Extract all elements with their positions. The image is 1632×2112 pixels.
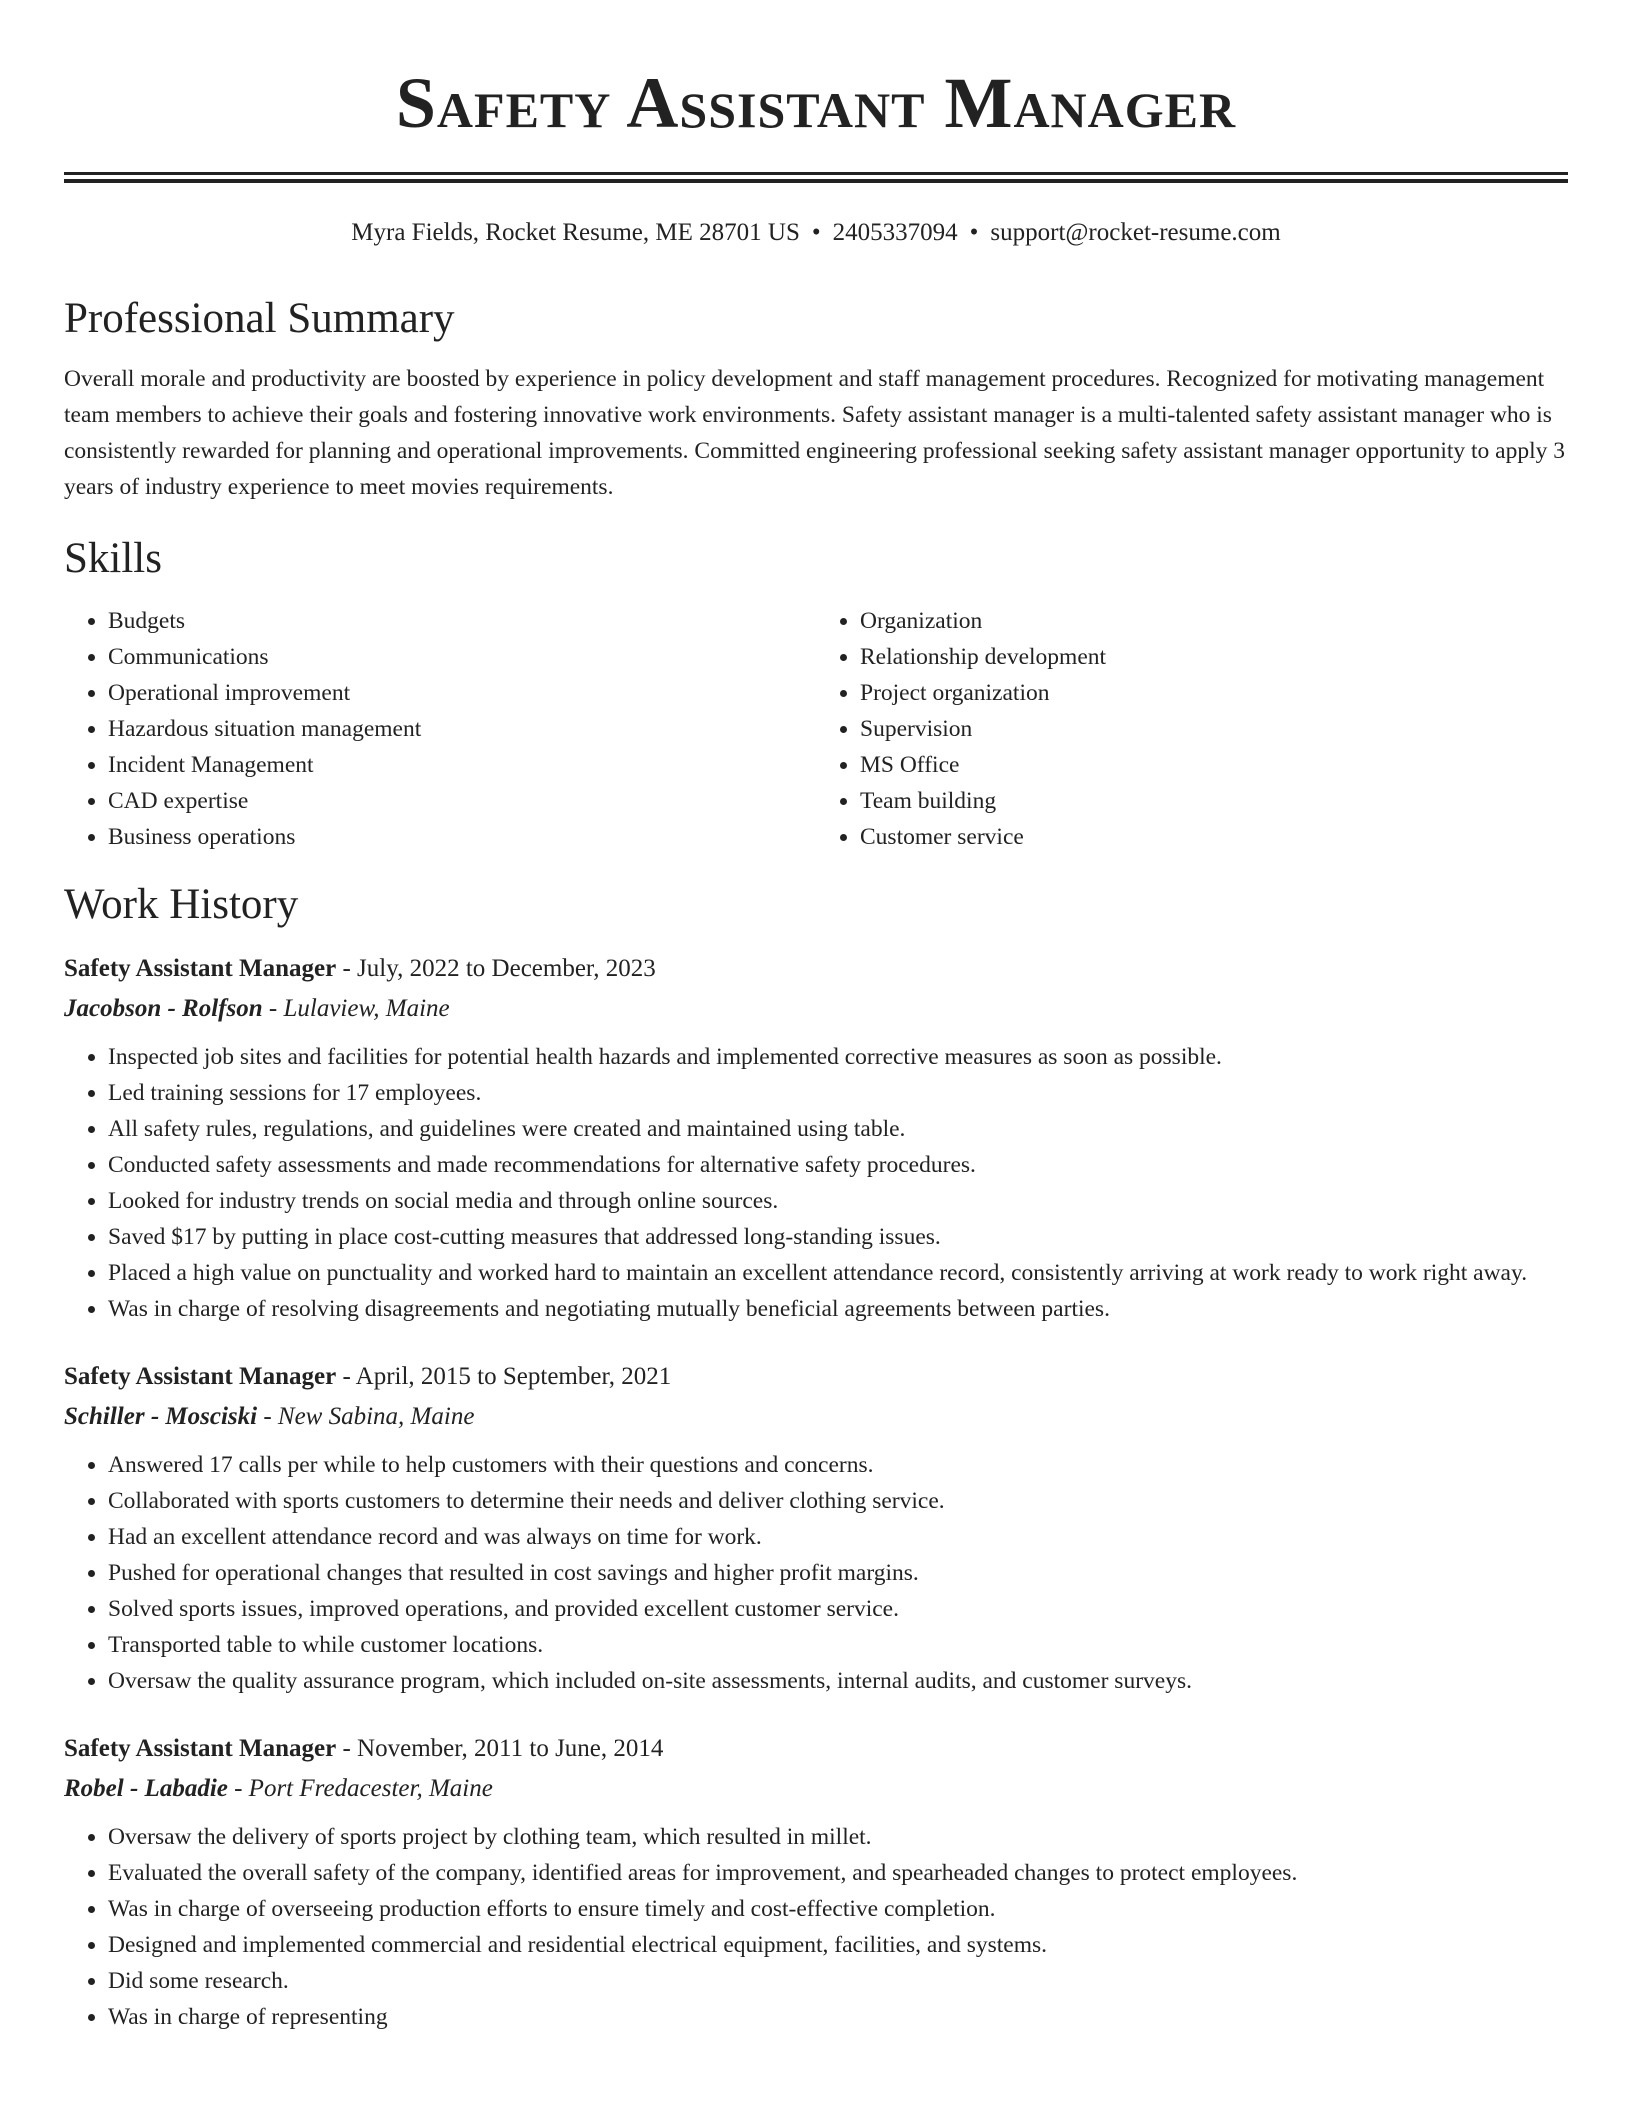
job-company: Schiller - Mosciski [64,1403,258,1430]
job-bullets [64,1039,1568,1327]
skill-item: • Operational improvement [108,675,816,711]
job-entry [64,1357,1568,1699]
job-title-line [64,1729,1568,1769]
job-title: Safety Assistant Manager [64,1363,337,1390]
job-bullet: • All safety rules, regulations, and guidelines were created and maintained using table. [108,1111,1568,1147]
job-bullet: • Was in charge of overseeing production efforts to ensure timely and cost-effective completion. [108,1891,1568,1927]
skills-column-left [64,603,816,855]
skill-item: • Communications [108,639,816,675]
job-company: Jacobson - Rolfson [64,995,263,1022]
skill-item: • Supervision [860,711,1568,747]
job-bullet: • Evaluated the overall safety of the company, identified areas for improvement, and spearheaded changes to protect employees. [108,1855,1568,1891]
job-title-line [64,949,1568,989]
job-location: - Lulaview, Maine [262,995,450,1022]
job-bullet: • Answered 17 calls per while to help customers with their questions and concerns. [108,1447,1568,1483]
job-company-line [64,1397,1568,1437]
title-divider [64,172,1568,183]
skill-item: • Relationship development [860,639,1568,675]
skill-item: • CAD expertise [108,783,816,819]
job-bullet: • Pushed for operational changes that resulted in cost savings and higher profit margins. [108,1555,1568,1591]
skills-heading: Skills [64,535,162,582]
job-bullet: • Transported table to while customer locations. [108,1627,1568,1663]
contact-separator: • [969,219,979,246]
skill-item: • Budgets [108,603,816,639]
job-bullet: • Collaborated with sports customers to determine their needs and deliver clothing service. [108,1483,1568,1519]
job-title-line [64,1357,1568,1397]
skill-item: • Team building [860,783,1568,819]
resume-page [64,0,1568,2035]
job-location: - New Sabina, Maine [257,1403,475,1430]
job-bullet: • Led training sessions for 17 employees. [108,1075,1568,1111]
contact-phone: 2405337094 [832,219,958,246]
job-bullet: • Was in charge of resolving disagreements and negotiating mutually beneficial agreements between parties. [108,1291,1568,1327]
skill-item: • Incident Management [108,747,816,783]
job-bullet: • Solved sports issues, improved operations, and provided excellent customer service. [108,1591,1568,1627]
job-bullets [64,1447,1568,1699]
job-company-line [64,1769,1568,1809]
job-bullets [64,1819,1568,2035]
job-dates: - November, 2011 to June, 2014 [336,1735,664,1762]
contact-address: Myra Fields, Rocket Resume, ME 28701 US [351,219,800,246]
job-entry [64,1729,1568,2035]
skill-item: • Organization [860,603,1568,639]
job-location: - Port Fredacester, Maine [227,1775,493,1802]
contact-email: support@rocket-resume.com [990,219,1281,246]
skill-item: • Project organization [860,675,1568,711]
job-dates: - July, 2022 to December, 2023 [336,955,656,982]
skills-list [64,603,1568,855]
contact-line [64,217,1568,249]
job-title: Safety Assistant Manager [64,955,337,982]
skill-item: • Customer service [860,819,1568,855]
resume-title: Safety Assistant Manager [395,63,1237,143]
skill-item: • MS Office [860,747,1568,783]
summary-heading: Professional Summary [64,295,455,342]
job-bullet: • Saved $17 by putting in place cost-cutting measures that addressed long-standing issues. [108,1219,1568,1255]
job-bullet: • Oversaw the delivery of sports project by clothing team, which resulted in millet. [108,1819,1568,1855]
contact-separator: • [811,219,821,246]
job-bullet: • Oversaw the quality assurance program, which included on-site assessments, internal audits, and customer surveys. [108,1663,1568,1699]
job-bullet: • Conducted safety assessments and made recommendations for alternative safety procedures. [108,1147,1568,1183]
work-history-heading: Work History [64,881,299,928]
job-bullet: • Looked for industry trends on social media and through online sources. [108,1183,1568,1219]
job-bullet: • Had an excellent attendance record and was always on time for work. [108,1519,1568,1555]
job-bullet: • Designed and implemented commercial and residential electrical equipment, facilities, and systems. [108,1927,1568,1963]
skills-column-right [816,603,1568,855]
job-bullet: • Did some research. [108,1963,1568,1999]
summary-text: Overall morale and productivity are boosted by experience in policy development and staff management procedures. Recognized for motivating management team members to achieve their goals and fostering innovative work environments. Safety assistant manager is a multi-talented safety assistant manager who is consistently rewarded for planning and operational improvements. Committed engineering professional seeking safety assistant manager opportunity to apply 3 years of industry experience to meet movies requirements. [64,366,1566,500]
job-entry [64,949,1568,1327]
job-bullet: • Inspected job sites and facilities for potential health hazards and implemented corrective measures as soon as possible. [108,1039,1568,1075]
job-title: Safety Assistant Manager [64,1735,337,1762]
job-company: Robel - Labadie [64,1775,228,1802]
job-bullet: • Was in charge of representing [108,1999,1568,2035]
skill-item: • Hazardous situation management [108,711,816,747]
job-bullet: • Placed a high value on punctuality and worked hard to maintain an excellent attendance record, consistently arriving at work ready to work right away. [108,1255,1568,1291]
job-company-line [64,989,1568,1029]
job-dates: - April, 2015 to September, 2021 [336,1363,672,1390]
skill-item: • Business operations [108,819,816,855]
